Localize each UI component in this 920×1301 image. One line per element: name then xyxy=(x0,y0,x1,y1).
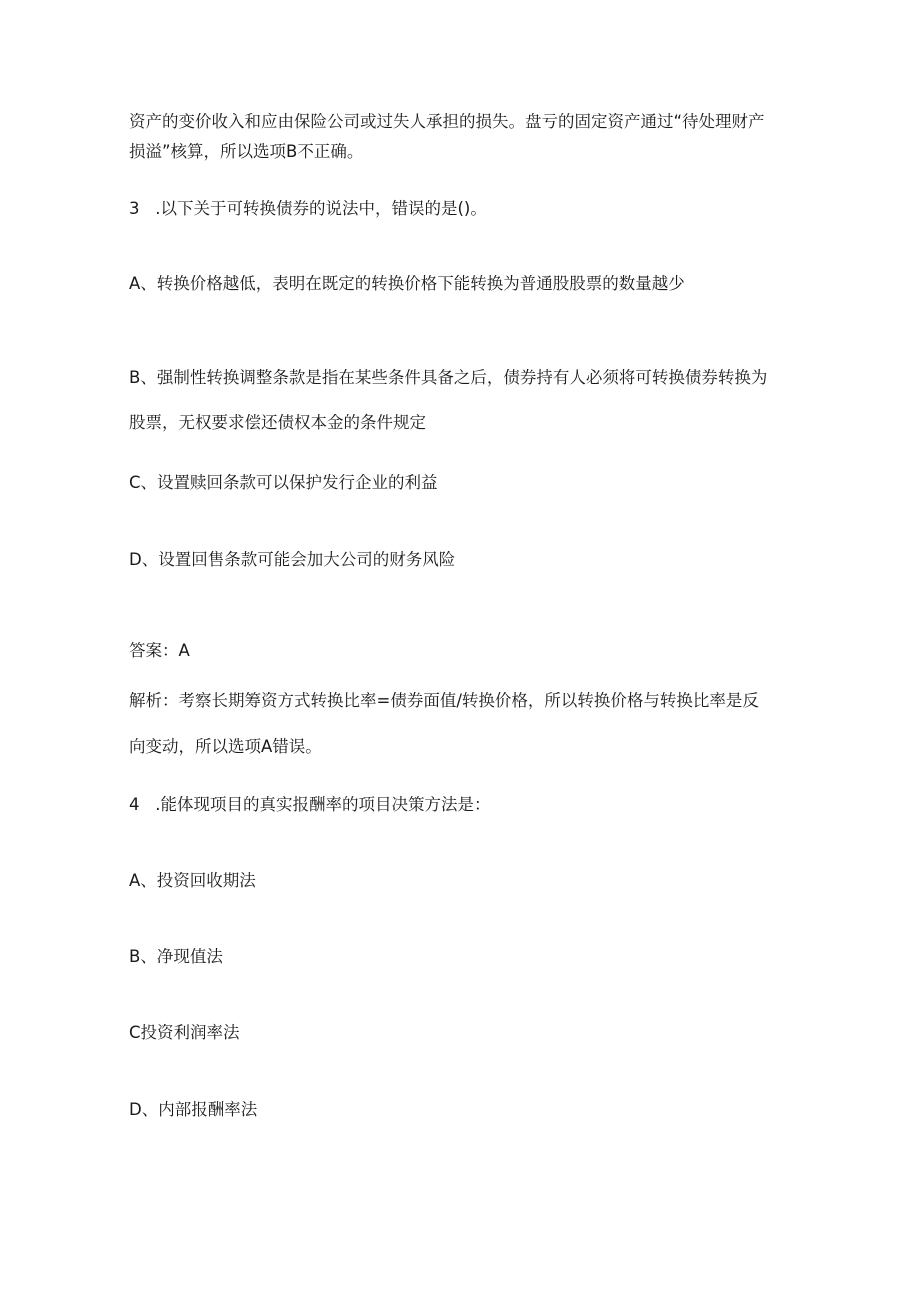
question-3-option-b-line-1: B、强制性转换调整条款是指在某些条件具备之后，债券持有人必须将可转换债券转换为 xyxy=(129,368,768,387)
prev-analysis-line-2: 损溢”核算，所以选项B不正确。 xyxy=(129,142,364,161)
question-3-answer: 答案：A xyxy=(129,641,190,660)
question-3-option-d: D、设置回售条款可能会加大公司的财务风险 xyxy=(129,550,456,569)
question-3-stem: 3 .以下关于可转换债券的说法中，错误的是()。 xyxy=(129,199,487,218)
question-4-option-a: A、投资回收期法 xyxy=(129,871,256,890)
question-4-option-d: D、内部报酬率法 xyxy=(129,1100,258,1119)
question-3-analysis-line-2: 向变动，所以选项A错误。 xyxy=(129,737,322,756)
question-4-option-c: C投资利润率法 xyxy=(129,1023,240,1042)
question-3-option-c: C、设置赎回条款可以保护发行企业的利益 xyxy=(129,473,438,492)
question-4-stem: 4 .能体现项目的真实报酬率的项目决策方法是： xyxy=(129,795,491,814)
question-3-analysis-line-1: 解析：考察长期筹资方式转换比率=债券面值/转换价格，所以转换价格与转换比率是反 xyxy=(129,691,759,710)
question-3-option-b-line-2: 股票，无权要求偿还债权本金的条件规定 xyxy=(129,413,426,432)
question-3-option-a: A、转换价格越低，表明在既定的转换价格下能转换为普通股股票的数量越少 xyxy=(129,274,685,293)
prev-analysis-line-1: 资产的变价收入和应由保险公司或过失人承担的损失。盘亏的固定资产通过“待处理财产 xyxy=(129,112,765,131)
question-4-option-b: B、净现值法 xyxy=(129,947,223,966)
